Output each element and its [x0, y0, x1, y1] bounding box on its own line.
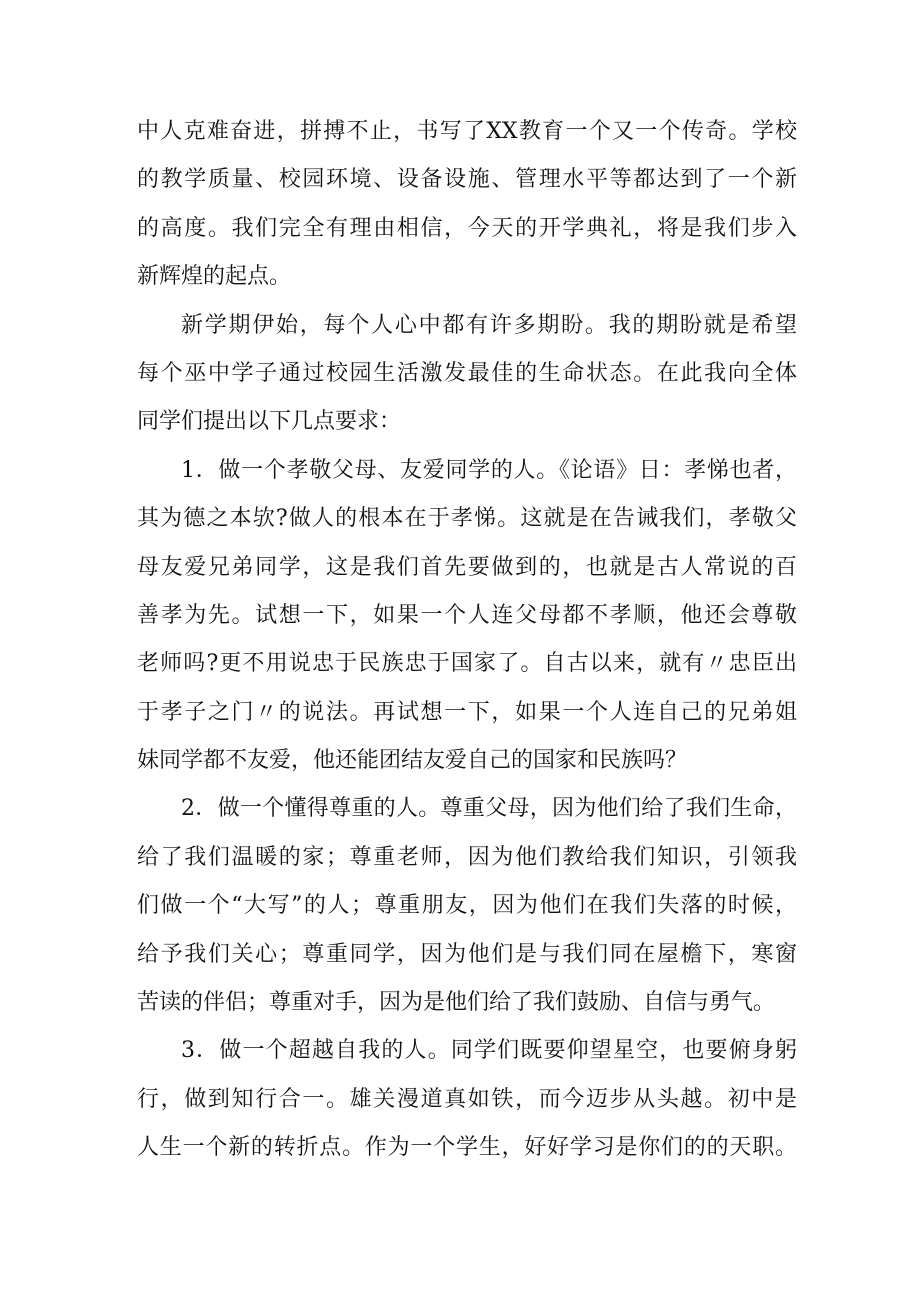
- text-line: 善孝为先。试想一下，如果一个人连父母都不孝顺，他还会尊敬: [137, 602, 797, 628]
- text-line: 苦读的伴侣；尊重对手，因为是他们给了我们鼓励、自信与勇气。: [137, 990, 776, 1016]
- text-line: 3．做一个超越自我的人。同学们既要仰望星空，也要俯身躬: [181, 1038, 797, 1064]
- text-line: 给了我们温暖的家；尊重老师，因为他们教给我们知识，引领我: [137, 844, 797, 870]
- text-line: 母友爱兄弟同学，这是我们首先要做到的，也就是古人常说的百: [137, 554, 797, 580]
- text-line: 们做一个“大写”的人；尊重朋友，因为他们在我们失落的时候，: [137, 893, 797, 919]
- text-line: 中人克难奋进，拼搏不止，书写了XX教育一个又一个传奇。学校: [137, 119, 797, 144]
- text-line: 行，做到知行合一。雄关漫道真如铁，而今迈步从头越。初中是: [137, 1086, 797, 1112]
- text-line: 同学们提出以下几点要求：: [137, 409, 402, 435]
- text-line: 人生一个新的转折点。作为一个学生，好好学习是你们的的天职。: [137, 1135, 797, 1161]
- text-line: 2．做一个懂得尊重的人。尊重父母，因为他们给了我们生命，: [181, 796, 797, 822]
- text-line: 的教学质量、校园环境、设备设施、管理水平等都达到了一个新: [137, 167, 797, 193]
- paragraph-requirement-3: [137, 1027, 797, 1172]
- text-line: 老师吗?更不用说忠于民族忠于国家了。自古以来，就有〃忠臣出: [137, 651, 797, 677]
- text-line: 其为德之本欤?做人的根本在于孝悌。这就是在告诫我们，孝敬父: [137, 506, 797, 532]
- paragraph-new-semester: [137, 302, 797, 447]
- text-line: 给予我们关心；尊重同学，因为他们是与我们同在屋檐下，寒窗: [137, 941, 797, 967]
- text-line: 新辉煌的起点。: [137, 264, 292, 290]
- text-line: 于孝子之门〃的说法。再试想一下，如果一个人连自己的兄弟姐: [137, 699, 797, 725]
- text-line: 妹同学都不友爱，他还能团结友爱自己的国家和民族吗？: [137, 748, 688, 774]
- paragraph-requirement-2: [137, 785, 797, 1027]
- paragraph-achievements: [137, 108, 797, 302]
- paragraph-requirement-1: [137, 447, 797, 786]
- text-line: 的高度。我们完全有理由相信，今天的开学典礼，将是我们步入: [137, 215, 797, 241]
- text-line: 新学期伊始，每个人心中都有许多期盼。我的期盼就是希望: [181, 312, 797, 338]
- document-body: [137, 108, 797, 1173]
- text-line: 每个巫中学子通过校园生活激发最佳的生命状态。在此我向全体: [137, 360, 797, 386]
- text-line: 1．做一个孝敬父母、友爱同学的人。《论语》日：孝悌也者，: [181, 457, 797, 483]
